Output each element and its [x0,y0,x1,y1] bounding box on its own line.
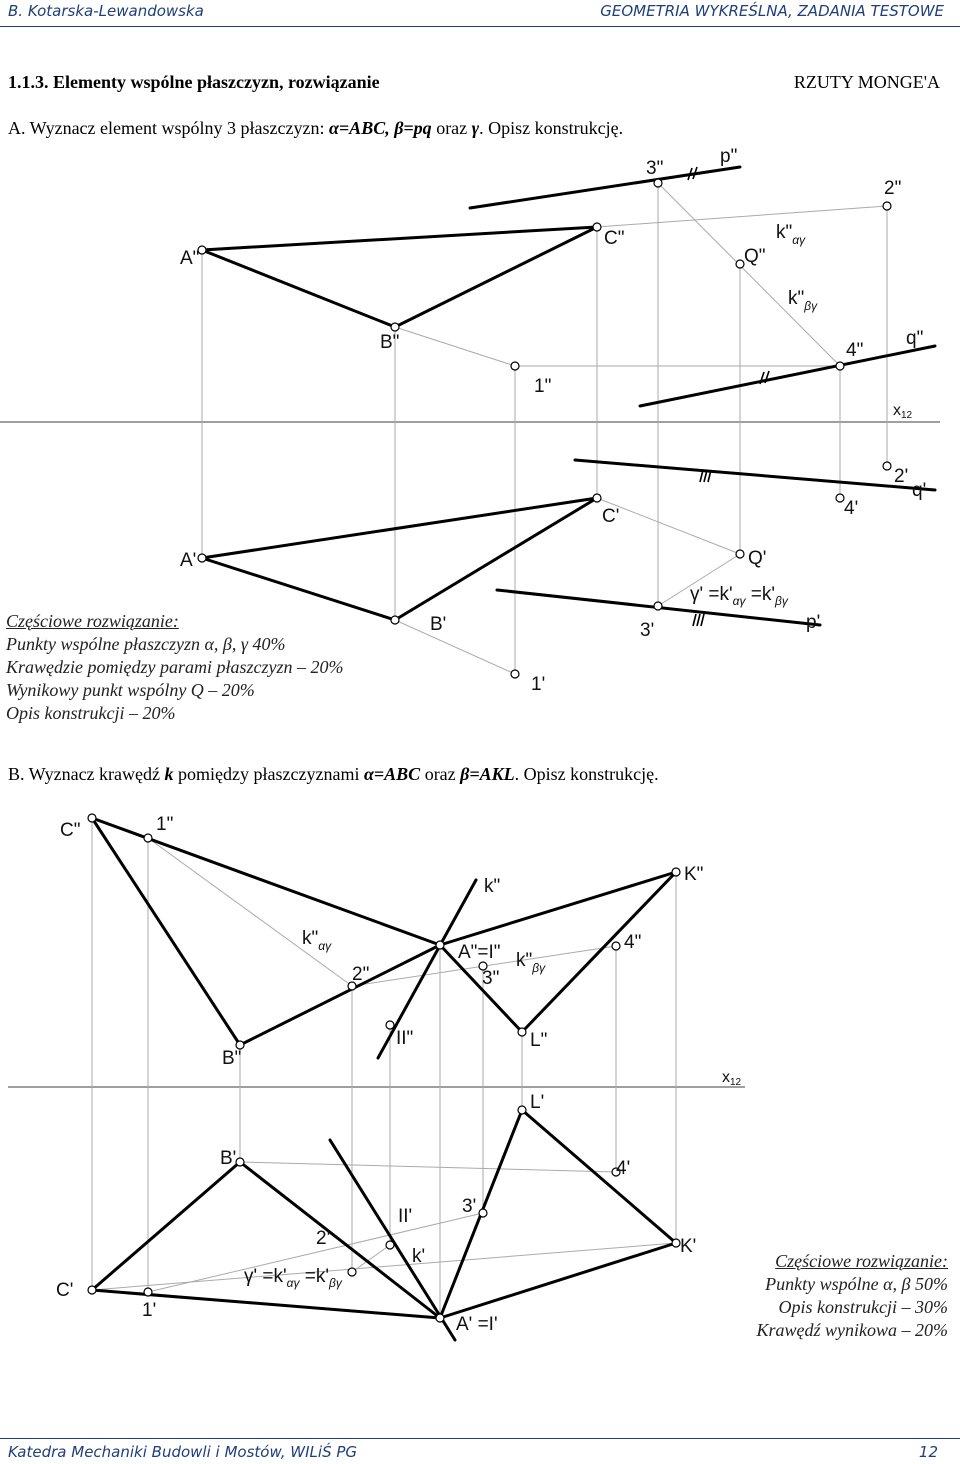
label-II2-b: II" [396,1028,414,1049]
construction-lines-a [0,183,940,674]
edge-LK-1 [522,1110,676,1243]
section-title: 1.1.3. Elementy wspólne płaszczyzn, rozwiązanie [8,72,380,92]
points-b [88,814,680,1322]
main-lines-b [92,818,676,1340]
label-AI1-b: A' =I' [456,1314,498,1335]
label-kag2: $k"_{\alpha\gamma}$ [776,222,806,247]
label-2-1: 2' [894,466,909,487]
label-x12-a: x12 [893,402,913,421]
task-b-note-line: Punkty wspólne α, β 50% [765,1274,948,1294]
main-lines-a [202,167,935,625]
footer-institution: Katedra Mechaniki Budowli i Mostów, WILiŚ PG [8,1443,358,1461]
label-k2-b: k" [484,876,501,897]
label-3-2: 3" [646,158,664,179]
edge-BC-2 [395,227,597,327]
task-b-note-line: Krawędź wynikowa – 20% [756,1320,948,1340]
task-b-notes [757,1250,949,1342]
label-II1-b: II' [398,1206,413,1227]
label-2-2: 2" [884,178,902,199]
label-1-2-b: 1" [156,814,174,835]
edge-AB-2 [202,250,395,327]
label-1-1-b: 1' [142,1300,157,1321]
label-B2-b: B" [222,1048,242,1069]
label-q2: q" [906,328,924,349]
task-b-prompt: B. Wyznacz krawędź k pomiędzy płaszczyznami α=ABC oraz β=AKL. Opisz konstrukcję. [8,764,659,784]
label-gamma1-b: $\gamma' =k'_{\alpha\gamma} =k'_{\beta\gamma}$ [244,1266,342,1290]
label-K1-b: K' [680,1236,697,1257]
label-x12-b: x12 [722,1069,742,1088]
label-2-1-b: 2' [316,1228,331,1249]
label-AI2-b: A"=I" [458,942,501,963]
line-q-1 [575,460,935,490]
label-L2-b: L" [530,1030,548,1051]
line-p-2 [470,167,740,208]
line-q-2 [640,346,935,406]
edge-BC-1 [395,498,597,620]
label-q1: q' [912,480,927,501]
construction-lines-b [8,818,745,1318]
label-A1: A' [180,550,197,571]
label-kag2-b: $k"_{\alpha\gamma}$ [302,928,332,953]
label-p2: p" [720,146,738,167]
label-2-2-b: 2" [352,964,370,985]
label-C1-b: C' [56,1280,74,1301]
label-C2: C" [604,228,625,249]
label-1-1: 1' [531,674,546,695]
task-b-notes-heading: Częściowe rozwiązanie: [775,1251,948,1271]
page-number: 12 [918,1443,938,1461]
task-b-note-line: Opis konstrukcji – 30% [778,1297,948,1317]
label-B2: B" [380,332,400,353]
label-4-1-b: 4' [616,1158,631,1179]
label-Q2: Q" [744,246,766,267]
label-K2-b: K" [684,864,704,885]
edge-AK-1 [440,1243,676,1318]
label-k1-b: k' [412,1246,426,1267]
task-a-notes [6,610,343,725]
label-4-2-b: 4" [624,932,642,953]
label-B1: B' [430,614,447,635]
edge-CB-1 [92,1162,240,1290]
label-3-1-b: 3' [462,1196,477,1217]
label-kbg2-b: $k"_{\beta\gamma}$ [516,950,546,975]
label-C1: C' [602,506,620,527]
section-tag: RZUTY MONGE'A [793,72,940,92]
edge-BA-1 [240,1162,440,1318]
edge-AC-1 [202,498,597,558]
label-1-2: 1" [534,376,552,397]
task-a-note-line: Wynikowy punkt wspólny Q – 20% [6,680,255,700]
label-kbg2: $k"_{\beta\gamma}$ [788,288,818,313]
label-4-2: 4" [846,340,864,361]
label-3-1: 3' [640,620,655,641]
task-a-note-line: Krawędzie pomiędzy parami płaszczyzn – 20% [6,657,344,677]
label-A2: A" [180,248,200,269]
label-p1: p' [806,612,821,633]
label-L1-b: L' [530,1092,545,1113]
label-B1-b: B' [220,1148,237,1169]
label-gamma1-a: $\gamma' =k'_{\alpha\gamma} =k'_{\beta\gamma}$ [690,584,788,608]
task-a-notes-heading: Częściowe rozwiązanie: [6,611,179,631]
edge-CB-2 [92,818,240,1045]
label-C2-b: C" [60,820,81,841]
footer-rule [0,1438,960,1439]
edge-AC-2 [202,227,597,250]
labels-b [56,814,742,1335]
label-4-1: 4' [844,498,859,519]
task-a-note-line: Opis konstrukcji – 20% [6,703,176,723]
header-author: B. Kotarska-Lewandowska [8,2,204,20]
label-Q1: Q' [748,548,767,569]
header-title: GEOMETRIA WYKREŚLNA, ZADANIA TESTOWE [600,2,944,20]
task-a-note-line: Punkty wspólne płaszczyzn α, β, γ 40% [6,634,286,654]
task-a-prompt: A. Wyznacz element wspólny 3 płaszczyzn: α=ABC, β=pq oraz γ. Opisz konstrukcję. [8,118,624,138]
label-3-2-b: 3" [482,968,500,989]
